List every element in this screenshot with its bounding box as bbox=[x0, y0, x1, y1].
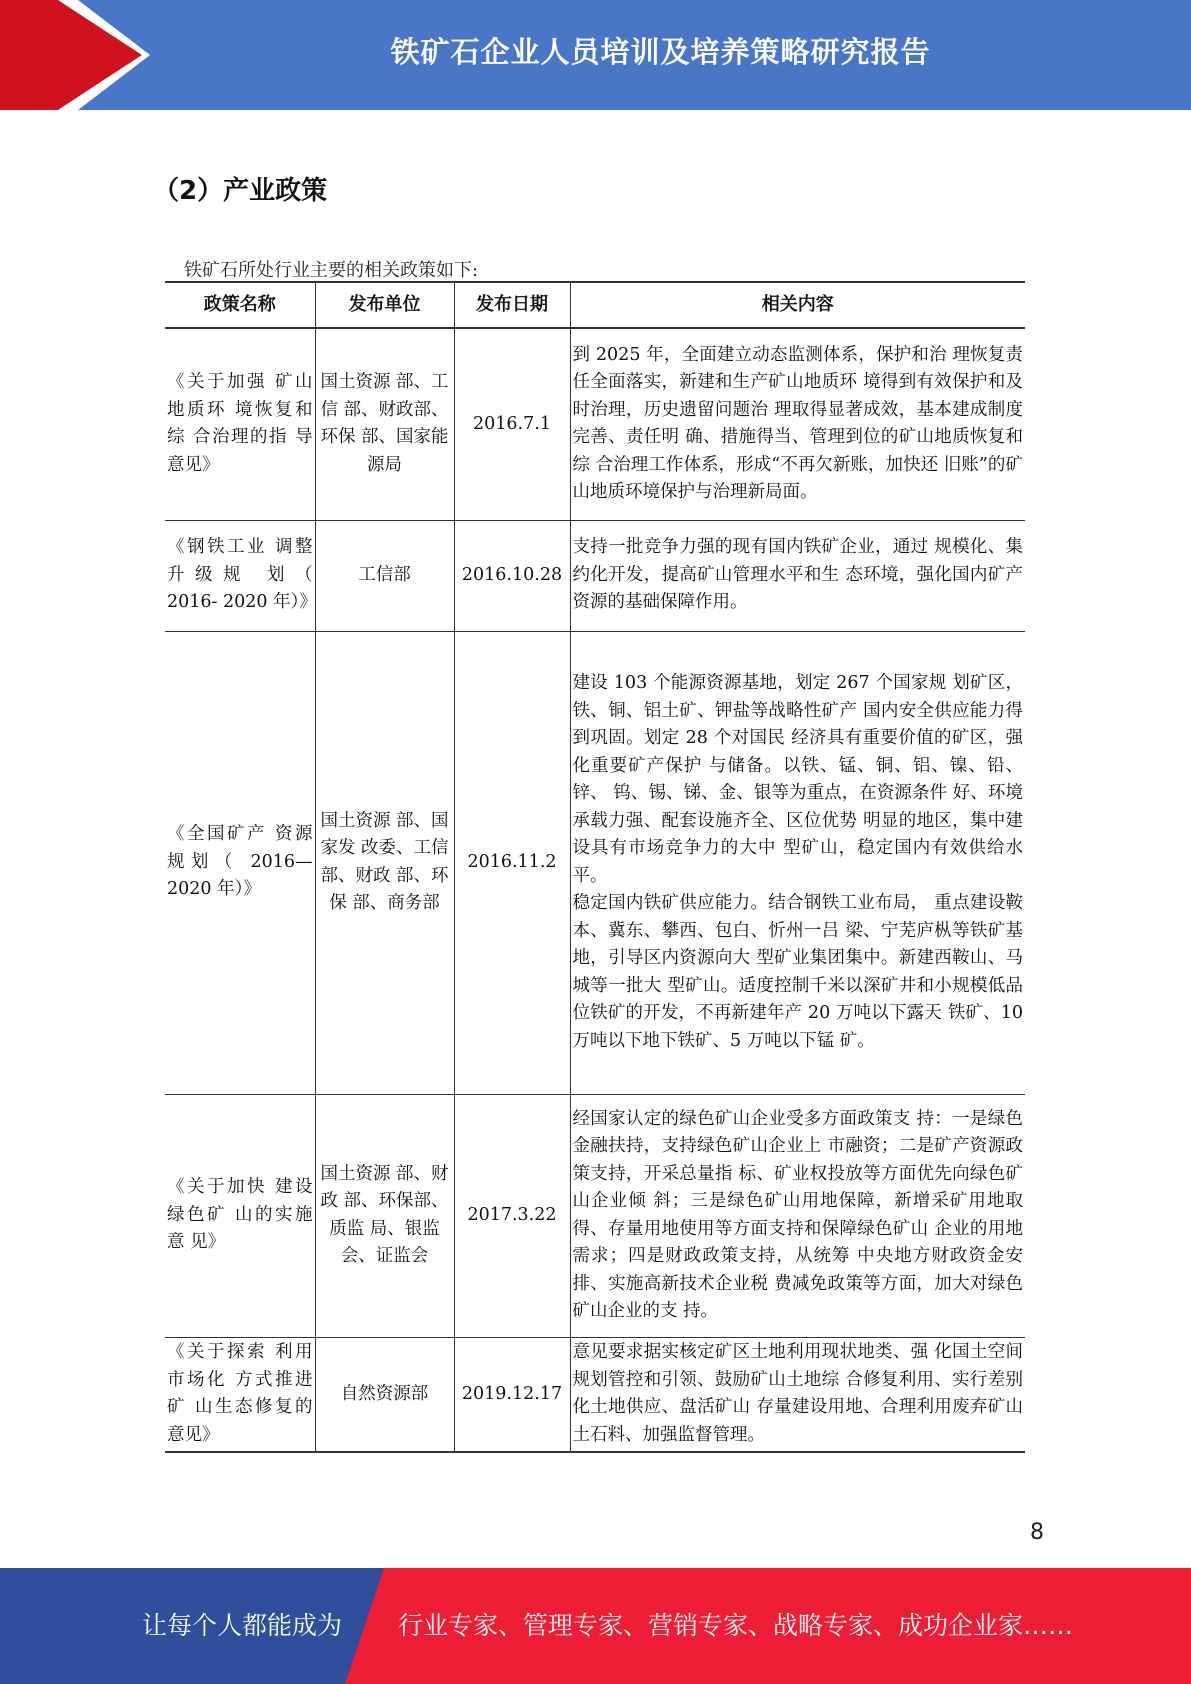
footer-slogan-left: 让每个人都能成为 bbox=[142, 1611, 343, 1640]
issuer-cell: 自然资源部 bbox=[315, 1337, 454, 1452]
header-issuer: 发布单位 bbox=[315, 282, 454, 328]
page-header bbox=[0, 0, 1191, 110]
policy-name-cell: 《全国矿产 资源规划（ 2016—2020 年）》 bbox=[165, 631, 315, 1094]
content-cell: 意见要求据实核定矿区土地利用现状地类、强 化国土空间规划管控和引领、鼓励矿山土地综 合修复利用、实行差别化土地供应、盘活矿山 存量建设用地、合理利用废弃矿山土石料、加强监督管理。 bbox=[570, 1337, 1025, 1452]
page-number: 8 bbox=[1030, 1520, 1044, 1545]
section-title: （2）产业政策 bbox=[153, 176, 328, 206]
policy-name-cell: 《关于加快 建设绿色矿 山的实施意 见》 bbox=[165, 1094, 315, 1337]
content-cell: 到 2025 年，全面建立动态监测体系，保护和治 理恢复责任全面落实，新建和生产矿山地质环 境得到有效保护和及时治理，历史遗留问题治 理取得显著成效，基本建成制度完善、责任明 确、措施得当、管理到位的矿山地质恢复和综 合治理工作体系，形成“不再欠新账，加快还 旧账”的矿山地质环境保护与治理新局面。 bbox=[570, 328, 1025, 520]
content-paragraph: 建设 103 个能源资源基地，划定 267 个国家规 划矿区，铁、铜、铝土矿、钾盐等战略性矿产 国内安全供应能力得到巩固。划定 28 个对国民 经济具有重要价值的矿区，强化重要矿产保护 与储备。以铁、锰、铜、铝、镍、铅、锌、 钨、锡、锑、金、银等为重点，在资源条件 好、环境承载力强、配套设施齐全、区位优势 明显的地区，集中建设具有市场竞争力的大中 型矿山，稳定国内有效供给水平。 bbox=[572, 673, 1023, 886]
table-row bbox=[165, 631, 1025, 1094]
issuer-cell: 国土资源 部、国家发 改委、工信 部、财政 部、环保 部、商务部 bbox=[315, 631, 454, 1094]
issuer-cell: 国土资源 部、工信 部、财政部、环保 部、国家能 源局 bbox=[315, 328, 454, 520]
policy-table bbox=[165, 281, 1025, 1453]
date-cell: 2019.12.17 bbox=[454, 1337, 570, 1452]
content-cell: 经国家认定的绿色矿山企业受多方面政策支 持：一是绿色金融扶持，支持绿色矿山企业上 市融资；二是矿产资源政策支持，开采总量指 标、矿业权投放等方面优先向绿色矿山企业倾 斜；三是绿色矿山用地保障，新增采矿用地取 得、存量用地使用等方面支持和保障绿色矿山 企业的用地需求；四是财政政策支持，从统筹 中央地方财政资金安排、实施高新技术企业税 费减免政策等方面，加大对绿色矿山企业的支 持。 bbox=[570, 1094, 1025, 1337]
date-cell: 2016.7.1 bbox=[454, 328, 570, 520]
table-row bbox=[165, 1337, 1025, 1452]
date-cell: 2016.10.28 bbox=[454, 520, 570, 631]
header-date: 发布日期 bbox=[454, 282, 570, 328]
table-row bbox=[165, 328, 1025, 520]
policy-name-cell: 《钢铁工业 调整升级规 划（ 2016- 2020 年）》 bbox=[165, 520, 315, 631]
table-row bbox=[165, 520, 1025, 631]
table-row bbox=[165, 1094, 1025, 1337]
date-cell: 2017.3.22 bbox=[454, 1094, 570, 1337]
content-paragraph: 稳定国内铁矿供应能力。结合钢铁工业布局， 重点建设鞍本、冀东、攀西、包白、忻州一吕 梁、宁芜庐枞等铁矿基地，引导区内资源向大 型矿业集团集中。新建西鞍山、马城等一批大 型矿山。适度控制千米以深矿井和小规模低品 位铁矿的开发，不再新建年产 20 万吨以下露天 铁矿、10 万吨以下地下铁矿、5 万吨以下锰 矿。 bbox=[572, 893, 1023, 1051]
header-title: 铁矿石企业人员培训及培养策略研究报告 bbox=[390, 35, 931, 69]
content-cell bbox=[570, 631, 1025, 1094]
header-policy-name: 政策名称 bbox=[165, 282, 315, 328]
date-cell: 2016.11.2 bbox=[454, 631, 570, 1094]
content-cell: 支持一批竞争力强的现有国内铁矿企业，通过 规模化、集约化开发，提高矿山管理水平和生 态环境，强化国内矿产资源的基础保障作用。 bbox=[570, 520, 1025, 631]
header-content: 相关内容 bbox=[570, 282, 1025, 328]
intro-text: 铁矿石所处行业主要的相关政策如下: bbox=[184, 260, 479, 281]
table-header-row bbox=[165, 282, 1025, 328]
page-footer bbox=[0, 1568, 1191, 1684]
issuer-cell: 国土资源 部、财政 部、环保部、质监 局、银监 会、证监会 bbox=[315, 1094, 454, 1337]
footer-slogan-right: 行业专家、管理专家、营销专家、战略专家、成功企业家…… bbox=[398, 1611, 1074, 1640]
issuer-cell: 工信部 bbox=[315, 520, 454, 631]
policy-name-cell: 《关于加强 矿山地质环 境恢复和综 合治理的指 导意见》 bbox=[165, 328, 315, 520]
policy-name-cell: 《关于探索 利用市场化 方式推进矿 山生态修复的意见》 bbox=[165, 1337, 315, 1452]
